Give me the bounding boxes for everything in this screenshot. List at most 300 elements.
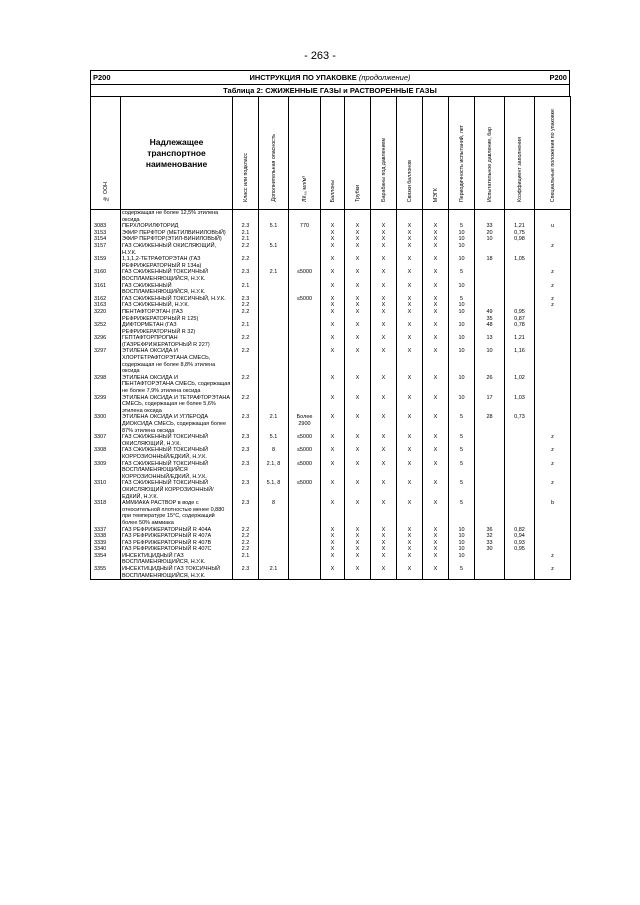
cell-m: X <box>423 269 449 282</box>
cell-t: X <box>345 553 371 566</box>
cell-bd: X <box>371 395 397 415</box>
cell-lc <box>289 236 321 243</box>
cell-lc <box>289 302 321 309</box>
cell-sv: X <box>397 269 423 282</box>
column-header <box>91 97 121 210</box>
cell-b: X <box>321 236 345 243</box>
cell-name: ГАЗ РЕФРИЖЕРАТОРНЫЙ R 404A <box>121 527 233 534</box>
cell-un: 3307 <box>91 434 121 447</box>
cell-pr: 32 <box>475 533 505 540</box>
cell-un: 3154 <box>91 236 121 243</box>
cell-m: X <box>423 566 449 580</box>
cell-m: X <box>423 533 449 540</box>
cell-sub <box>259 322 289 335</box>
cell-t: X <box>345 500 371 526</box>
cell-bd: X <box>371 533 397 540</box>
cell-bd: X <box>371 527 397 534</box>
cell-cls: 2.1 <box>233 230 259 237</box>
cell-per: 10 <box>449 322 475 335</box>
cell-lc <box>289 395 321 415</box>
cell-pr <box>475 243 505 256</box>
cell-un: 3157 <box>91 243 121 256</box>
cell-pr: 49 35 <box>475 309 505 322</box>
cell-k: 1,05 <box>505 256 535 269</box>
column-header <box>371 97 397 210</box>
cell-pr: 20 <box>475 230 505 237</box>
cell-lc: ≤5000 <box>289 269 321 282</box>
cell-sv: X <box>397 480 423 500</box>
cell-sub: 2.1 <box>259 414 289 434</box>
cell-cls: 2.2 <box>233 243 259 256</box>
cell-pr: 13 <box>475 335 505 348</box>
cell-sp <box>535 527 571 534</box>
cell-t: X <box>345 269 371 282</box>
cell-sp <box>535 395 571 415</box>
table-title: Таблица 2: СЖИЖЕННЫЕ ГАЗЫ и РАСТВОРЕННЫЕ ГАЗЫ <box>90 84 570 96</box>
cell-k: 1,16 <box>505 348 535 374</box>
cell-sp: z <box>535 480 571 500</box>
cell-m: X <box>423 414 449 434</box>
cell-lc: Более 2900 <box>289 414 321 434</box>
cell-name: ГАЗ СЖИЖЕННЫЙ ТОКСИЧНЫЙ ВОСПЛАМЕНЯЮЩИЙСЯ КОРРОЗИОННЫЙ/ЕДКИЙ, Н.У.К. <box>121 461 233 481</box>
cell-name: ЭФИР ПЕРФТОР (МЕТИЛВИНИЛОВЫЙ) <box>121 230 233 237</box>
cell-un: 3220 <box>91 309 121 322</box>
cell-bd: X <box>371 540 397 547</box>
cell-cls: 2.2 <box>233 348 259 374</box>
cell-b: X <box>321 461 345 481</box>
cell-k: 0,98 <box>505 236 535 243</box>
cell-k: 1,03 <box>505 395 535 415</box>
table-row <box>91 223 571 230</box>
cell-per: 10 <box>449 375 475 395</box>
column-header-label: Периодичность испытаний, лет <box>458 124 465 202</box>
cell-per: 10 <box>449 553 475 566</box>
cell-bd: X <box>371 230 397 237</box>
cell-cls: 2.2 <box>233 540 259 547</box>
cell-b: X <box>321 500 345 526</box>
cell-m: X <box>423 236 449 243</box>
cell-lc <box>289 283 321 296</box>
table-row <box>91 546 571 553</box>
cell-m: X <box>423 480 449 500</box>
cell-t: X <box>345 566 371 580</box>
cell-bd: X <box>371 566 397 580</box>
cell-pr: 48 <box>475 322 505 335</box>
cell-cls: 2.3 <box>233 434 259 447</box>
cell-sp <box>535 335 571 348</box>
cell-t: X <box>345 414 371 434</box>
cell-t: X <box>345 322 371 335</box>
cell-t: X <box>345 527 371 534</box>
cell-sv: X <box>397 395 423 415</box>
cell-sp <box>535 210 571 224</box>
cell-name: ПЕРХЛОРИЛФТОРИД <box>121 223 233 230</box>
cell-pr <box>475 210 505 224</box>
column-header-label: Коэффициент заполнения <box>516 137 523 202</box>
cell-sp: u <box>535 223 571 230</box>
gas-table <box>90 96 571 580</box>
cell-pr <box>475 434 505 447</box>
cell-un <box>91 210 121 224</box>
cell-sp: z <box>535 553 571 566</box>
cell-un: 3300 <box>91 414 121 434</box>
cell-b: X <box>321 480 345 500</box>
cell-lc: ≤5000 <box>289 447 321 460</box>
cell-sp: z <box>535 566 571 580</box>
cell-name: ГАЗ СЖИЖЕННЫЙ ТОКСИЧНЫЙ ОКИСЛЯЮЩИЙ, Н.У.К. <box>121 434 233 447</box>
cell-t: X <box>345 546 371 553</box>
cell-b: X <box>321 434 345 447</box>
cell-cls: 2.2 <box>233 375 259 395</box>
cell-name: ГАЗ СЖИЖЕННЫЙ, Н.У.К. <box>121 302 233 309</box>
cell-sub <box>259 546 289 553</box>
cell-lc <box>289 210 321 224</box>
cell-lc <box>289 348 321 374</box>
cell-sv: X <box>397 527 423 534</box>
cell-name: ГАЗ СЖИЖЕННЫЙ ВОСПЛАМЕНЯЮЩИЙСЯ, Н.У.К. <box>121 283 233 296</box>
cell-sub: 2.1, 8 <box>259 461 289 481</box>
cell-sv: X <box>397 546 423 553</box>
cell-cls: 2.3 <box>233 480 259 500</box>
cell-sub: 5.1, 8 <box>259 480 289 500</box>
cell-lc <box>289 375 321 395</box>
cell-per: 10 <box>449 335 475 348</box>
table-row <box>91 302 571 309</box>
instruction-title <box>249 73 410 82</box>
cell-un: 3296 <box>91 335 121 348</box>
cell-sub: 5.1 <box>259 223 289 230</box>
cell-t: X <box>345 540 371 547</box>
table-row <box>91 309 571 322</box>
column-header <box>345 97 371 210</box>
cell-t: X <box>345 296 371 303</box>
cell-m: X <box>423 348 449 374</box>
table-row <box>91 414 571 434</box>
cell-cls: 2.3 <box>233 223 259 230</box>
cell-sv: X <box>397 230 423 237</box>
cell-sp <box>535 309 571 322</box>
cell-k <box>505 434 535 447</box>
column-header <box>449 97 475 210</box>
cell-lc: 770 <box>289 223 321 230</box>
cell-sub <box>259 256 289 269</box>
cell-b: X <box>321 322 345 335</box>
cell-sub <box>259 348 289 374</box>
cell-per: 5 <box>449 223 475 230</box>
cell-per: 5 <box>449 566 475 580</box>
cell-b: X <box>321 546 345 553</box>
cell-pr: 10 <box>475 236 505 243</box>
cell-sub: 5.1 <box>259 243 289 256</box>
cell-name: ЭТИЛЕНА ОКСИДА И УГЛЕРОДА ДИОКСИДА СМЕСЬ, содержащая более 87% этилена оксида <box>121 414 233 434</box>
cell-sp <box>535 256 571 269</box>
cell-bd: X <box>371 223 397 230</box>
cell-sv: X <box>397 375 423 395</box>
cell-k: 0,95 <box>505 546 535 553</box>
cell-sv: X <box>397 223 423 230</box>
cell-sv: X <box>397 533 423 540</box>
cell-lc: ≤5000 <box>289 434 321 447</box>
cell-b: X <box>321 243 345 256</box>
cell-t: X <box>345 230 371 237</box>
cell-sv: X <box>397 434 423 447</box>
column-header <box>259 97 289 210</box>
cell-b: X <box>321 414 345 434</box>
cell-b: X <box>321 230 345 237</box>
table-row <box>91 500 571 526</box>
cell-sub: 2.1 <box>259 566 289 580</box>
cell-k <box>505 269 535 282</box>
cell-k: 1,21 <box>505 335 535 348</box>
cell-sub <box>259 527 289 534</box>
column-header-label: Класс или подкласс <box>242 153 249 202</box>
cell-cls: 2.3 <box>233 566 259 580</box>
cell-sp: b <box>535 500 571 526</box>
cell-t: X <box>345 348 371 374</box>
cell-per: 5 <box>449 480 475 500</box>
cell-b: X <box>321 540 345 547</box>
column-header-label: МЭГК <box>432 187 439 202</box>
cell-name: ЭФИР ПЕРФТОР(ЭТИЛ-ВИНИЛОВЫЙ) <box>121 236 233 243</box>
cell-b: X <box>321 375 345 395</box>
cell-sp: z <box>535 434 571 447</box>
header-right-code: P200 <box>549 73 567 82</box>
instruction-title-text: ИНСТРУКЦИЯ ПО УПАКОВКЕ <box>249 73 357 82</box>
cell-m: X <box>423 283 449 296</box>
cell-k <box>505 553 535 566</box>
cell-sub <box>259 210 289 224</box>
cell-sp <box>535 230 571 237</box>
cell-b: X <box>321 566 345 580</box>
instruction-sheet <box>90 70 570 580</box>
cell-sv: X <box>397 461 423 481</box>
cell-t: X <box>345 309 371 322</box>
cell-sub: 5.1 <box>259 434 289 447</box>
cell-lc: ≤5000 <box>289 296 321 303</box>
cell-sp <box>535 348 571 374</box>
cell-un: 3160 <box>91 269 121 282</box>
column-header-label: Баллоны <box>329 179 336 202</box>
cell-un: 3161 <box>91 283 121 296</box>
cell-name: АММИАКА РАСТВОР в воде с относительной плотностью менее 0,880 при температуре 15°C, содержащий более 50% аммиака <box>121 500 233 526</box>
cell-pr: 17 <box>475 395 505 415</box>
cell-pr: 26 <box>475 375 505 395</box>
cell-k <box>505 480 535 500</box>
cell-name: ГАЗ РЕФРИЖЕРАТОРНЫЙ R 407B <box>121 540 233 547</box>
cell-cls: 2.2 <box>233 527 259 534</box>
cell-name: ЭТИЛЕНА ОКСИДА И ТЕТРАФТОРЭТАНА СМЕСЬ, содержащая не более 5,6% этилена оксида <box>121 395 233 415</box>
cell-lc <box>289 527 321 534</box>
cell-b: X <box>321 395 345 415</box>
cell-sp <box>535 533 571 540</box>
cell-k: 0,78 <box>505 322 535 335</box>
cell-bd: X <box>371 296 397 303</box>
cell-cls: 2.3 <box>233 414 259 434</box>
cell-sp: z <box>535 296 571 303</box>
cell-un: 3355 <box>91 566 121 580</box>
cell-bd: X <box>371 269 397 282</box>
table-row <box>91 322 571 335</box>
cell-un: 3310 <box>91 480 121 500</box>
cell-lc <box>289 533 321 540</box>
cell-lc <box>289 322 321 335</box>
cell-un: 3083 <box>91 223 121 230</box>
cell-per: 10 <box>449 236 475 243</box>
cell-b: X <box>321 447 345 460</box>
cell-sv: X <box>397 500 423 526</box>
cell-name: ГАЗ СЖИЖЕННЫЙ ОКИСЛЯЮЩИЙ, Н.У.К. <box>121 243 233 256</box>
cell-sv: X <box>397 309 423 322</box>
cell-m: X <box>423 322 449 335</box>
table-row <box>91 236 571 243</box>
cell-k <box>505 461 535 481</box>
cell-m: X <box>423 395 449 415</box>
cell-pr <box>475 302 505 309</box>
cell-cls: 2.3 <box>233 447 259 460</box>
page-number: - 263 - <box>304 50 336 62</box>
cell-bd: X <box>371 500 397 526</box>
cell-name: ЭТИЛЕНА ОКСИДА И ХЛОРТЕТРАФТОРЭТАНА СМЕСЬ, содержащая не более 8,8% этилена оксида <box>121 348 233 374</box>
cell-k: 0,75 <box>505 230 535 237</box>
cell-pr: 10 <box>475 348 505 374</box>
cell-m: X <box>423 434 449 447</box>
cell-k <box>505 210 535 224</box>
cell-cls: 2.3 <box>233 500 259 526</box>
cell-per: 10 <box>449 230 475 237</box>
table-row <box>91 447 571 460</box>
cell-sv: X <box>397 447 423 460</box>
table-row <box>91 553 571 566</box>
cell-bd: X <box>371 335 397 348</box>
cell-sp <box>535 546 571 553</box>
cell-pr <box>475 269 505 282</box>
cell-k <box>505 566 535 580</box>
cell-lc <box>289 566 321 580</box>
column-header-label: ЛК₅₀ мл/м³ <box>301 176 308 202</box>
cell-sub <box>259 375 289 395</box>
cell-t: X <box>345 461 371 481</box>
cell-sp: z <box>535 302 571 309</box>
cell-un: 3337 <box>91 527 121 534</box>
cell-b: X <box>321 309 345 322</box>
cell-m: X <box>423 296 449 303</box>
cell-bd: X <box>371 309 397 322</box>
cell-lc <box>289 540 321 547</box>
cell-per: 10 <box>449 546 475 553</box>
cell-sv: X <box>397 348 423 374</box>
cell-b: X <box>321 296 345 303</box>
cell-un: 3252 <box>91 322 121 335</box>
cell-name: ИНСЕКТИЦИДНЫЙ ГАЗ ВОСПЛАМЕНЯЮЩИЙСЯ, Н.У.К. <box>121 553 233 566</box>
cell-per: 5 <box>449 447 475 460</box>
cell-name: ГАЗ РЕФРИЖЕРАТОРНЫЙ R 407C <box>121 546 233 553</box>
column-header-label: Испытательное давление, бар <box>486 127 493 202</box>
cell-b: X <box>321 256 345 269</box>
cell-per: 5 <box>449 296 475 303</box>
cell-bd: X <box>371 461 397 481</box>
cell-un: 3309 <box>91 461 121 481</box>
table-row <box>91 461 571 481</box>
cell-k: 0,94 <box>505 533 535 540</box>
cell-k: 0,82 <box>505 527 535 534</box>
table-row <box>91 533 571 540</box>
cell-lc <box>289 553 321 566</box>
cell-pr: 28 <box>475 414 505 434</box>
cell-m: X <box>423 309 449 322</box>
cell-cls: 2.2 <box>233 256 259 269</box>
column-header-label: Дополнительная опасность <box>270 134 277 202</box>
cell-per: 10 <box>449 348 475 374</box>
cell-bd: X <box>371 256 397 269</box>
table-row <box>91 395 571 415</box>
cell-t: X <box>345 283 371 296</box>
cell-un: 3354 <box>91 553 121 566</box>
column-header-label: Связки баллонов <box>406 159 413 202</box>
table-body <box>91 210 571 580</box>
cell-cls: 2.2 <box>233 309 259 322</box>
cell-bd: X <box>371 322 397 335</box>
column-header <box>475 97 505 210</box>
cell-bd: X <box>371 375 397 395</box>
column-header <box>321 97 345 210</box>
cell-per: 10 <box>449 527 475 534</box>
cell-un: 3338 <box>91 533 121 540</box>
cell-sp <box>535 414 571 434</box>
cell-per: 10 <box>449 302 475 309</box>
column-header <box>121 97 233 210</box>
cell-cls: 2.1 <box>233 283 259 296</box>
cell-pr: 33 <box>475 223 505 230</box>
cell-un: 3318 <box>91 500 121 526</box>
cell-b: X <box>321 283 345 296</box>
cell-cls: 2.3 <box>233 296 259 303</box>
cell-t: X <box>345 434 371 447</box>
cell-un: 3162 <box>91 296 121 303</box>
cell-sv: X <box>397 236 423 243</box>
cell-pr <box>475 447 505 460</box>
cell-sub <box>259 540 289 547</box>
cell-pr <box>475 480 505 500</box>
cell-pr: 36 <box>475 527 505 534</box>
cell-un: 3163 <box>91 302 121 309</box>
cell-bd: X <box>371 480 397 500</box>
cell-per: 5 <box>449 269 475 282</box>
cell-bd: X <box>371 434 397 447</box>
cell-m: X <box>423 540 449 547</box>
cell-cls <box>233 210 259 224</box>
cell-name: ПЕНТАФТОРЭТАН (ГАЗ РЕФРИЖЕРАТОРНЫЙ R 125) <box>121 309 233 322</box>
cell-b: X <box>321 527 345 534</box>
cell-k: 0,73 <box>505 414 535 434</box>
cell-bd <box>371 210 397 224</box>
cell-sp <box>535 322 571 335</box>
cell-sub <box>259 302 289 309</box>
cell-k: 1,21 <box>505 223 535 230</box>
cell-sv: X <box>397 414 423 434</box>
cell-bd: X <box>371 447 397 460</box>
cell-m: X <box>423 335 449 348</box>
cell-t: X <box>345 302 371 309</box>
cell-per <box>449 210 475 224</box>
cell-name: ИНСЕКТИЦИДНЫЙ ГАЗ ТОКСИЧНЫЙ ВОСПЛАМЕНЯЮЩИЙСЯ, Н.У.К. <box>121 566 233 580</box>
cell-m: X <box>423 546 449 553</box>
cell-bd: X <box>371 302 397 309</box>
cell-m: X <box>423 302 449 309</box>
cell-sp: z <box>535 243 571 256</box>
table-row <box>91 348 571 374</box>
cell-lc: ≤5000 <box>289 480 321 500</box>
cell-cls: 2.1 <box>233 322 259 335</box>
